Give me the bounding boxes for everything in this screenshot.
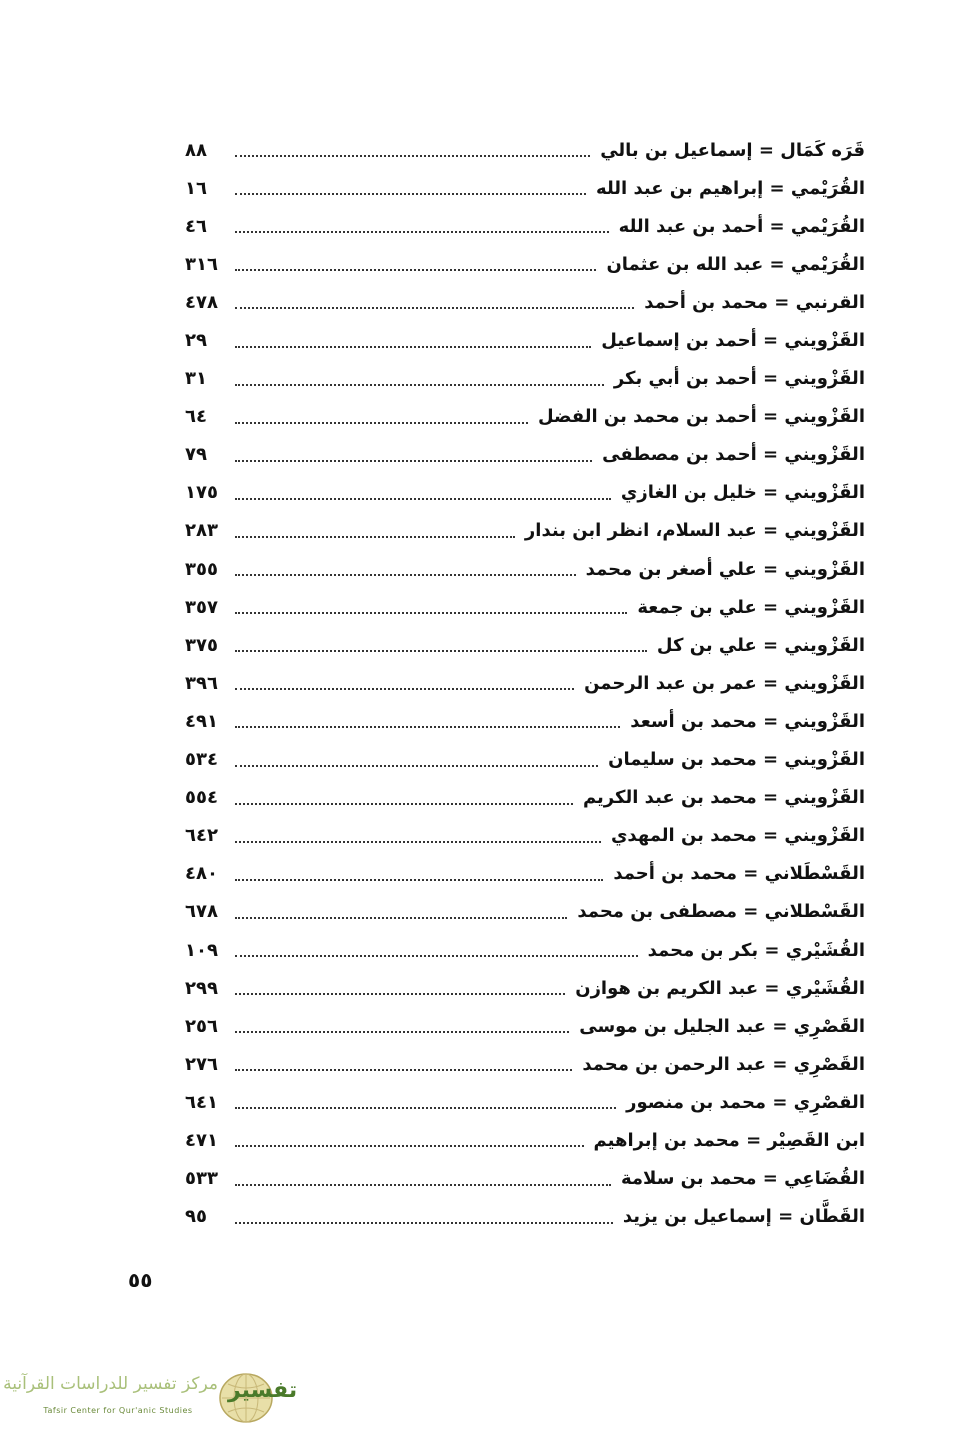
index-entry [185,398,865,436]
entry-name: القَزْويني = محمد بن أسعد [630,710,865,732]
index-entry [185,1198,865,1236]
entry-page-number: ١٧٥ [185,482,218,504]
index-entry [185,741,865,779]
index-entry [185,817,865,855]
entry-name: القَزْويني = علي بن جمعة [637,596,865,618]
index-entry [185,779,865,817]
entry-page-number: ٧٩ [185,444,207,466]
entry-page-number: ٦٧٨ [185,901,218,923]
index-entry [185,931,865,969]
dot-leader [235,1222,613,1224]
dot-leader [235,726,620,728]
dot-leader [235,993,565,995]
entry-name: القَزْويني = خليل بن الغازي [620,482,865,504]
index-entry [185,436,865,474]
entry-page-number: ٤٨٠ [185,863,218,885]
globe-icon [216,1370,298,1426]
entry-page-number: ٦٤٢ [185,825,218,847]
dot-leader [235,155,590,157]
entry-name: القَصْرِي = عبد الجليل بن موسى [579,1015,865,1037]
entry-name: القُرَيْمي = عبد الله بن عثمان [606,253,865,275]
dot-leader [235,1145,584,1147]
dot-leader [235,269,596,271]
entry-page-number: ١٠٩ [185,939,218,961]
entry-page-number: ٢٥٦ [185,1015,218,1037]
entry-page-number: ٢٨٣ [185,520,218,542]
index-entry [185,512,865,550]
entry-page-number: ٢٩ [185,330,207,352]
entry-name: القَزْويني = علي أصغر بن محمد [585,558,865,580]
entry-name: القُشَيْري = بكر بن محمد [647,939,865,961]
entry-name: القُشَيْري = عبد الكريم بن هوازن [575,977,865,999]
index-entry [185,169,865,207]
entry-page-number: ٣٩٦ [185,672,218,694]
entry-page-number: ٣٥٧ [185,596,218,618]
logo-emblem-text: تفسير [228,1378,298,1403]
entry-page-number: ٣١ [185,368,207,390]
entry-page-number: ١٦ [185,177,207,199]
entry-name: القَزْويني = محمد بن سليمان [608,749,865,771]
entry-name: القُرَيْمي = أحمد بن عبد الله [618,215,865,237]
dot-leader [235,346,591,348]
entry-page-number: ٣٥٥ [185,558,218,580]
entry-page-number: ٩٥ [185,1206,207,1228]
dot-leader [235,955,638,957]
entry-name: القَسْطَلاني = محمد بن أحمد [613,863,865,885]
index-entry [185,245,865,283]
index-entry [185,626,865,664]
dot-leader [235,917,567,919]
entry-name: قَرَه كَمَال = إسماعيل بن بالي [600,139,865,161]
dot-leader [235,574,576,576]
entry-name: القَزْويني = أحمد بن أبي بكر [613,368,865,390]
entry-name: القَطَّان = إسماعيل بن يزيد [622,1206,865,1228]
tafsir-center-logo [3,1370,298,1430]
entry-page-number: ٤٧٨ [185,291,218,313]
dot-leader [235,612,627,614]
dot-leader [235,803,573,805]
dot-leader [235,231,609,233]
page-number: ٥٥ [128,1268,153,1292]
index-entry [185,855,865,893]
dot-leader [235,1184,611,1186]
entry-page-number: ٨٨ [185,139,207,161]
dot-leader [235,879,603,881]
entry-name: القَزْويني = عبد السلام، انظر ابن بندار [524,520,865,542]
entry-name: القَسْطلاني = مصطفى بن محمد [577,901,865,923]
dot-leader [235,193,586,195]
entry-page-number: ٥٥٤ [185,787,218,809]
entry-name: القُضَاعِي = محمد بن سلامة [620,1168,865,1190]
entry-page-number: ٥٣٣ [185,1168,218,1190]
entry-name: ابن القَصِيْر = محمد بن إبراهيم [593,1129,865,1151]
entry-name: القَزْويني = محمد بن المهدي [610,825,865,847]
logo-arabic-text: مركز تفسير للدراسات القرآنية [3,1374,218,1394]
index-entry [185,1121,865,1159]
entry-name: القَزْويني = محمد بن عبد الكريم [582,787,865,809]
dot-leader [235,1031,569,1033]
index-entry [185,360,865,398]
entry-page-number: ٢٩٩ [185,977,218,999]
index-entry [185,969,865,1007]
index-entry [185,550,865,588]
index-entry [185,1083,865,1121]
dot-leader [235,384,604,386]
entry-page-number: ٤٩١ [185,710,218,732]
entry-name: القَزْويني = أحمد بن مصطفى [602,444,865,466]
index-entry [185,474,865,512]
entry-page-number: ٤٧١ [185,1129,218,1151]
dot-leader [235,1107,616,1109]
entry-page-number: ٦٤١ [185,1091,218,1113]
dot-leader [235,536,515,538]
index-entry [185,588,865,626]
index-entry [185,207,865,245]
dot-leader [235,688,574,690]
entry-page-number: ٥٣٤ [185,749,218,771]
dot-leader [235,650,647,652]
index-entry [185,1160,865,1198]
dot-leader [235,765,598,767]
entry-name: القصْرِي = محمد بن منصور [626,1091,865,1113]
dot-leader [235,422,528,424]
dot-leader [235,460,592,462]
entry-name: القُرَيْمي = إبراهيم بن عبد الله [596,177,865,199]
index-entry [185,321,865,359]
index-entry [185,893,865,931]
entry-page-number: ٤٦ [185,215,207,237]
dot-leader [235,1069,572,1071]
entry-name: القَزْويني = عمر بن عبد الرحمن [584,672,865,694]
dot-leader [235,841,601,843]
entry-name: القَزْويني = أحمد بن محمد بن الفضل [537,406,865,428]
index-entry [185,131,865,169]
entry-page-number: ٦٤ [185,406,207,428]
dot-leader [235,498,611,500]
index-entry [185,702,865,740]
entry-page-number: ٢٧٦ [185,1053,218,1075]
entry-name: القَزْويني = علي بن كل [656,634,865,656]
index-list [185,131,865,1236]
entry-page-number: ٣٧٥ [185,634,218,656]
index-entry [185,283,865,321]
entry-name: القَصْرِي = عبد الرحمن بن محمد [582,1053,865,1075]
entry-name: القرنبي = محمد بن أحمد [644,291,865,313]
logo-english-text: Tafsir Center for Qur'anic Studies [43,1406,193,1415]
index-entry [185,664,865,702]
index-entry [185,1045,865,1083]
dot-leader [235,307,634,309]
entry-page-number: ٣١٦ [185,253,218,275]
entry-name: القَزْويني = أحمد بن إسماعيل [601,330,865,352]
index-entry [185,1007,865,1045]
